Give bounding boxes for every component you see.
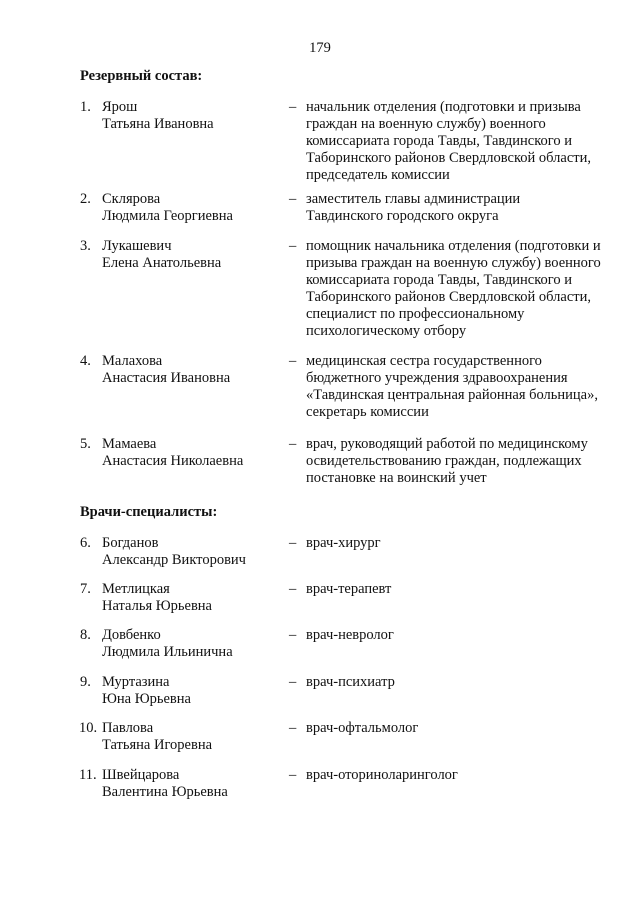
entry-number: 7. <box>80 581 91 597</box>
surname: Мамаева <box>102 436 157 452</box>
given-names: Анастасия Николаевна <box>102 453 244 469</box>
given-names: Людмила Георгиевна <box>102 208 233 224</box>
member-name <box>102 99 282 133</box>
member-name <box>102 436 282 470</box>
dash: – <box>289 238 297 254</box>
entry-number: 9. <box>80 674 91 690</box>
given-names: Татьяна Ивановна <box>102 116 214 132</box>
role-line: врач-оториноларинголог <box>306 767 458 783</box>
role-line: Таборинского районов Свердловской области, <box>306 289 591 305</box>
role-line: специалист по профессиональному <box>306 306 525 322</box>
member-name <box>102 353 282 387</box>
role-line: врач-терапевт <box>306 581 392 597</box>
entry-number: 11. <box>79 767 97 783</box>
entry-number: 4. <box>80 353 91 369</box>
role-line: врач, руководящий работой по медицинскому <box>306 436 588 452</box>
role-line: постановке на воинский учет <box>306 470 487 486</box>
dash: – <box>289 353 297 369</box>
role-line: врач-психиатр <box>306 674 395 690</box>
surname: Павлова <box>102 720 154 736</box>
surname: Богданов <box>102 535 159 551</box>
dash: – <box>289 581 297 597</box>
doctors-heading: Врачи-специалисты: <box>80 504 218 520</box>
member-role <box>306 99 618 184</box>
surname: Малахова <box>102 353 163 369</box>
entry-number: 6. <box>80 535 91 551</box>
doctor-name <box>102 674 282 708</box>
given-names: Татьяна Игоревна <box>102 737 213 753</box>
member-name <box>102 191 282 225</box>
member-role <box>306 238 618 340</box>
doctor-role <box>306 767 618 784</box>
dash: – <box>289 99 297 115</box>
page-number: 179 <box>309 40 331 56</box>
doctor-name <box>102 535 282 569</box>
given-names: Александр Викторович <box>102 552 246 568</box>
role-line: Таборинского районов Свердловской области, <box>306 150 591 166</box>
role-line: врач-хирург <box>306 535 381 551</box>
dash: – <box>289 720 297 736</box>
role-line: Тавдинского городского округа <box>306 208 499 224</box>
surname: Метлицкая <box>102 581 170 597</box>
doctor-name <box>102 627 282 661</box>
role-line: медицинская сестра государственного <box>306 353 542 369</box>
dash: – <box>289 191 297 207</box>
role-line: комиссариата города Тавды, Тавдинского и <box>306 133 573 149</box>
member-role <box>306 436 618 487</box>
surname: Довбенко <box>102 627 161 643</box>
given-names: Валентина Юрьевна <box>102 784 228 800</box>
doctor-role <box>306 674 618 691</box>
entry-number: 2. <box>80 191 91 207</box>
role-line: психологическому отбору <box>306 323 467 339</box>
role-line: помощник начальника отделения (подготовки и <box>306 238 601 254</box>
surname: Швейцарова <box>102 767 180 783</box>
role-line: граждан на военную службу) военного <box>306 116 546 132</box>
member-role <box>306 191 618 225</box>
member-role <box>306 353 618 421</box>
entry-number: 10. <box>79 720 98 736</box>
role-line: председатель комиссии <box>306 167 450 183</box>
role-line: начальник отделения (подготовки и призыва <box>306 99 581 115</box>
role-line: врач-невролог <box>306 627 394 643</box>
doctor-role <box>306 581 618 598</box>
entry-number: 5. <box>80 436 91 452</box>
given-names: Юна Юрьевна <box>102 691 191 707</box>
surname: Лукашевич <box>102 238 172 254</box>
given-names: Людмила Ильинична <box>102 644 233 660</box>
role-line: бюджетного учреждения здравоохранения <box>306 370 568 386</box>
entry-number: 1. <box>80 99 91 115</box>
role-line: «Тавдинская центральная районная больница», <box>306 387 598 403</box>
role-line: комиссариата города Тавды, Тавдинского и <box>306 272 573 288</box>
surname: Муртазина <box>102 674 170 690</box>
given-names: Елена Анатольевна <box>102 255 222 271</box>
doctor-name <box>102 581 282 615</box>
doctor-role <box>306 720 618 737</box>
reserve-heading: Резервный состав: <box>80 68 203 84</box>
given-names: Анастасия Ивановна <box>102 370 231 386</box>
dash: – <box>289 436 297 452</box>
dash: – <box>289 627 297 643</box>
role-line: призыва граждан на военную службу) военного <box>306 255 601 271</box>
dash: – <box>289 674 297 690</box>
role-line: освидетельствованию граждан, подлежащих <box>306 453 582 469</box>
doctor-name <box>102 720 282 754</box>
given-names: Наталья Юрьевна <box>102 598 212 614</box>
doctor-role <box>306 535 618 552</box>
doctor-name <box>102 767 282 801</box>
entry-number: 3. <box>80 238 91 254</box>
dash: – <box>289 767 297 783</box>
dash: – <box>289 535 297 551</box>
role-line: заместитель главы администрации <box>306 191 521 207</box>
role-line: секретарь комиссии <box>306 404 429 420</box>
role-line: врач-офтальмолог <box>306 720 419 736</box>
surname: Склярова <box>102 191 161 207</box>
surname: Ярош <box>102 99 138 115</box>
doctor-role <box>306 627 618 644</box>
member-name <box>102 238 282 272</box>
entry-number: 8. <box>80 627 91 643</box>
